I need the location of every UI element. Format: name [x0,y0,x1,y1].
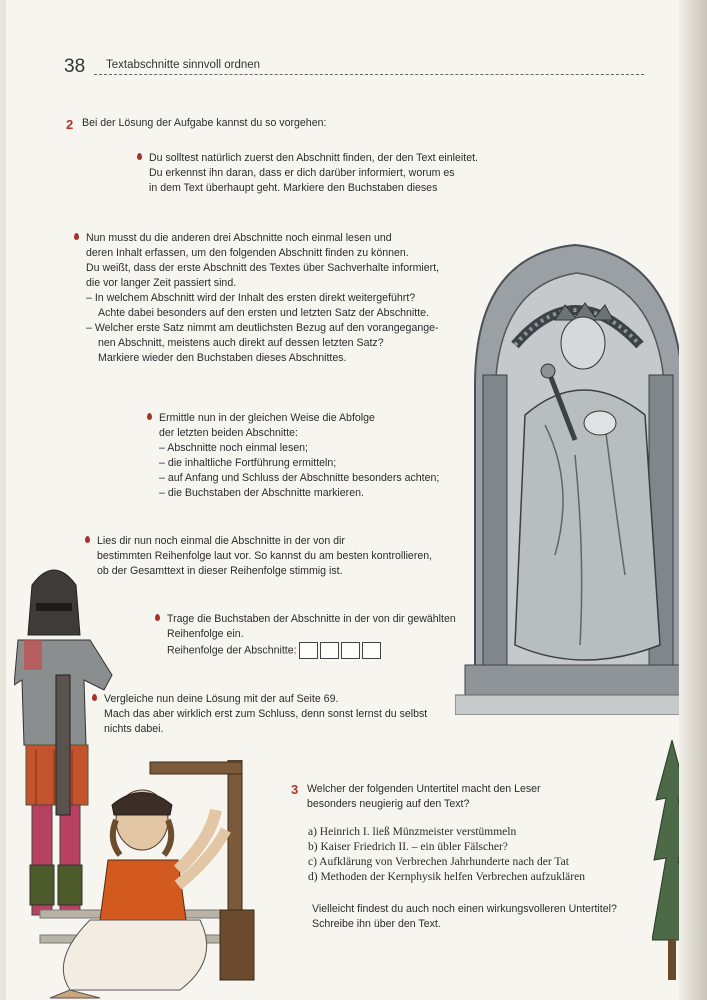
king-statue-illustration [455,225,691,715]
step-1-line: in dem Text überhaupt geht. Markiere den Buchstaben dieses [149,182,438,194]
page-header [64,56,644,80]
step-5-line: Reihenfolge ein. [167,628,244,640]
task-3-followup [312,902,617,932]
step-3-line: Ermittle nun in der gleichen Weise die Abfolge [159,412,375,424]
step-4-line: Lies dir nun noch einmal die Abschnitte in der von dir [97,535,345,547]
task-2-intro [82,116,326,131]
task-2-step-3 [159,411,439,501]
sequence-box-1[interactable] [299,642,318,659]
step-2-line: Nun musst du die anderen drei Abschnitte noch einmal lesen und [86,232,392,244]
step-1-line: Du erkennst ihn daran, dass er dich darüber informiert, worum es [149,167,455,179]
step-3-line: – Abschnitte noch einmal lesen; [159,442,308,454]
task-3-options [308,825,585,885]
kneeling-man-illustration [30,760,280,1000]
bullet-icon [147,413,152,420]
step-3-line: der letzten beiden Abschnitte: [159,427,298,439]
subtitle-option-a: a) Heinrich I. ließ Münzmeister verstümmeln [308,826,517,838]
step-3-line: – auf Anfang und Schluss der Abschnitte besonders achten; [159,472,440,484]
step-6-line: Vergleiche nun deine Lösung mit der auf Seite 69. [104,693,339,705]
step-6-line: Mach das aber wirklich erst zum Schluss, denn sonst lernst du selbst [104,708,428,720]
task-3-followup-line: Vielleicht findest du auch noch einen wirkungsvolleren Untertitel? [312,903,617,915]
bullet-icon [85,536,90,543]
subtitle-option-b: b) Kaiser Friedrich II. – ein übler Fälscher? [308,841,508,853]
bullet-icon [92,694,97,701]
sequence-box-3[interactable] [341,642,360,659]
step-2-line: Achte dabei besonders auf den ersten und letzten Satz der Abschnitte. [98,307,429,319]
sequence-box-2[interactable] [320,642,339,659]
step-2-line: deren Inhalt erfassen, um den folgenden Abschnitt finden zu können. [86,247,409,259]
running-title: Textabschnitte sinnvoll ordnen [106,59,264,71]
step-2-line: – Welcher erste Satz nimmt am deutlichsten Bezug auf den vorangegange- [86,322,439,334]
bullet-icon [74,233,79,240]
task-2-step-4 [97,534,432,579]
step-2-line: Markiere wieder den Buchstaben dieses Abschnittes. [98,352,347,364]
subtitle-option-c: c) Aufklärung von Verbrechen Jahrhunderte nach der Tat [308,856,569,868]
task-3-followup-line: Schreibe ihn über den Text. [312,918,441,930]
step-3-line: – die Buchstaben der Abschnitte markieren. [159,487,364,499]
step-4-line: ob der Gesamttext in dieser Reihenfolge stimmig ist. [97,565,343,577]
step-2-line: – In welchem Abschnitt wird der Inhalt des ersten direkt weitergeführt? [86,292,416,304]
task-3-number: 3 [291,782,299,797]
sequence-label: Reihenfolge der Abschnitte: [167,644,297,657]
step-2-line: Du weißt, dass der erste Abschnitt des Textes über Sachverhalte informiert, [86,262,440,274]
task-2-step-6 [104,692,427,737]
task-2-number: 2 [66,117,74,132]
task-2-step-5 [167,612,456,659]
step-6-line: nichts dabei. [104,723,164,735]
bullet-icon [137,153,142,160]
step-1-line: Du solltest natürlich zuerst den Abschnitt finden, der den Text einleitet. [149,152,478,164]
header-rule [94,74,644,75]
task-3-question [307,782,541,812]
task-3-question-line: Welcher der folgenden Untertitel macht den Leser [307,783,541,795]
page-number: 38 [64,56,86,77]
task-2-step-1 [149,151,478,196]
sequence-box-4[interactable] [362,642,381,659]
sequence-row [167,642,456,659]
page-left-edge [0,0,6,1000]
task-3-question-line: besonders neugierig auf den Text? [307,798,470,810]
step-5-line: Trage die Buchstaben der Abschnitte in der von dir gewählten [167,613,456,625]
sequence-boxes [299,642,383,659]
bullet-icon [155,614,160,621]
step-2-line: nen Abschnitt, meistens auch direkt auf dessen letzten Satz? [98,337,384,349]
book-spine-shadow [679,0,707,1000]
step-2-line: die vor langer Zeit passiert sind. [86,277,237,289]
task-2-intro-text: Bei der Lösung der Aufgabe kannst du so vorgehen: [82,117,327,129]
step-3-line: – die inhaltliche Fortführung ermitteln; [159,457,337,469]
step-4-line: bestimmten Reihenfolge laut vor. So kannst du am besten kontrollieren, [97,550,433,562]
subtitle-option-d: d) Methoden der Kernphysik helfen Verbrechen aufzuklären [308,871,585,883]
task-2-step-2 [86,231,439,366]
